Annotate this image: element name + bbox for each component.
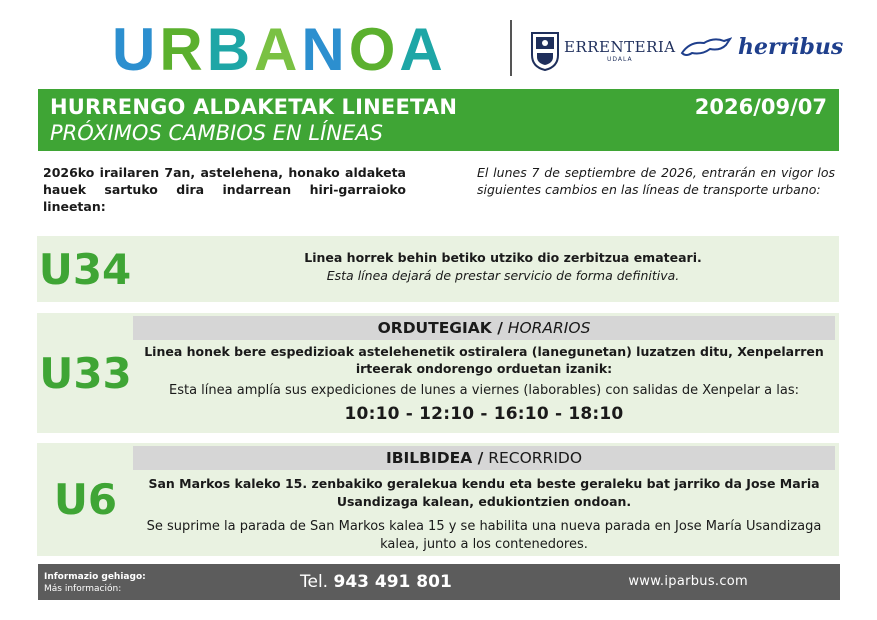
logo-divider	[510, 20, 512, 76]
line-u33-basque: Linea honek bere espedizioak astelehenetik ostiralera (lanegunetan) luzatzen ditu, Xenpelarren irteerak ondorengo orduetan izanik:	[144, 344, 824, 376]
line-u6-box	[37, 443, 839, 556]
intro-basque: 2026ko irailaren 7an, astelehena, honako aldaketa hauek sartuko dira indarrean hiri-garraioko lineetan:	[43, 165, 406, 214]
line-u6-spanish: Se suprime la parada de San Markos kalea 15 y se habilita una nueva parada en Jose María Usandizaga kalea, junto a los contenedores.	[146, 519, 822, 552]
line-u34-spanish: Esta línea dejará de prestar servicio de forma definitiva.	[326, 268, 680, 283]
website-link[interactable]: www.iparbus.com	[628, 574, 748, 589]
logo-letter-a2: A	[399, 16, 447, 83]
more-info-spanish: Más información:	[44, 584, 122, 594]
more-info-label	[44, 571, 146, 595]
line-u34-content	[167, 249, 839, 285]
line-u33-content	[133, 343, 835, 425]
schedule-header-basque: ORDUTEGIAK /	[377, 319, 503, 337]
logo-letter-o: O	[348, 16, 400, 83]
intro-spanish: El lunes 7 de septiembre de 2026, entrarán en vigor los siguientes cambios en las líneas de transporte urbano:	[477, 165, 835, 197]
title-es: PRÓXIMOS CAMBIOS EN LÍNEAS	[50, 121, 383, 145]
phone-number[interactable]	[300, 571, 452, 593]
logo-letter-u: U	[112, 16, 160, 83]
route-header	[133, 446, 835, 470]
line-u6-content	[133, 473, 835, 554]
line-code-u34: U34	[38, 244, 132, 294]
urbanoa-logo	[112, 16, 476, 83]
line-code-u33: U33	[39, 348, 132, 398]
route-header-spanish: RECORRIDO	[488, 449, 583, 467]
logo-letter-b: B	[206, 16, 255, 83]
errenteria-name: ERRENTERIA	[564, 37, 676, 56]
more-info-basque: Informazio gehiago:	[44, 572, 146, 582]
errenteria-logo	[530, 28, 676, 72]
logo-letter-r: R	[159, 16, 207, 83]
logo-letter-a: A	[254, 16, 302, 83]
effective-date: 2026/09/07	[694, 95, 827, 119]
line-u33-spanish: Esta línea amplía sus expediciones de lunes a viernes (laborables) con salidas de Xenpelar a las:	[169, 383, 799, 398]
line-u6-basque: San Markos kaleko 15. zenbakiko geralekua kendu eta beste geraleku bat jarriko da Jose Maria Usandizaga kalean, edukiontzien ondoan.	[148, 476, 820, 509]
phone-label: Tel.	[300, 572, 329, 592]
route-header-basque: IBILBIDEA /	[385, 449, 484, 467]
line-u33-box	[37, 313, 839, 433]
line-u34-box	[37, 236, 839, 302]
herribus-name: herribus	[738, 34, 844, 60]
logo-letter-n: N	[301, 16, 349, 83]
line-u34-basque: Linea horrek behin betiko utziko dio zerbitzua emateari.	[304, 250, 702, 265]
errenteria-shield-icon	[530, 29, 560, 71]
footer-bar	[38, 564, 840, 600]
line-code-u6: U6	[53, 475, 118, 524]
kangaroo-icon	[680, 35, 732, 59]
schedule-header-spanish: HORARIOS	[507, 319, 591, 337]
errenteria-sub: UDALA	[607, 55, 633, 63]
title-band	[38, 89, 839, 151]
title-eu: HURRENGO ALDAKETAK LINEETAN	[50, 95, 458, 119]
herribus-logo	[680, 34, 843, 60]
phone-digits: 943 491 801	[333, 572, 452, 592]
schedule-header	[133, 316, 835, 340]
departure-times: 10:10 - 12:10 - 16:10 - 18:10	[344, 404, 624, 424]
